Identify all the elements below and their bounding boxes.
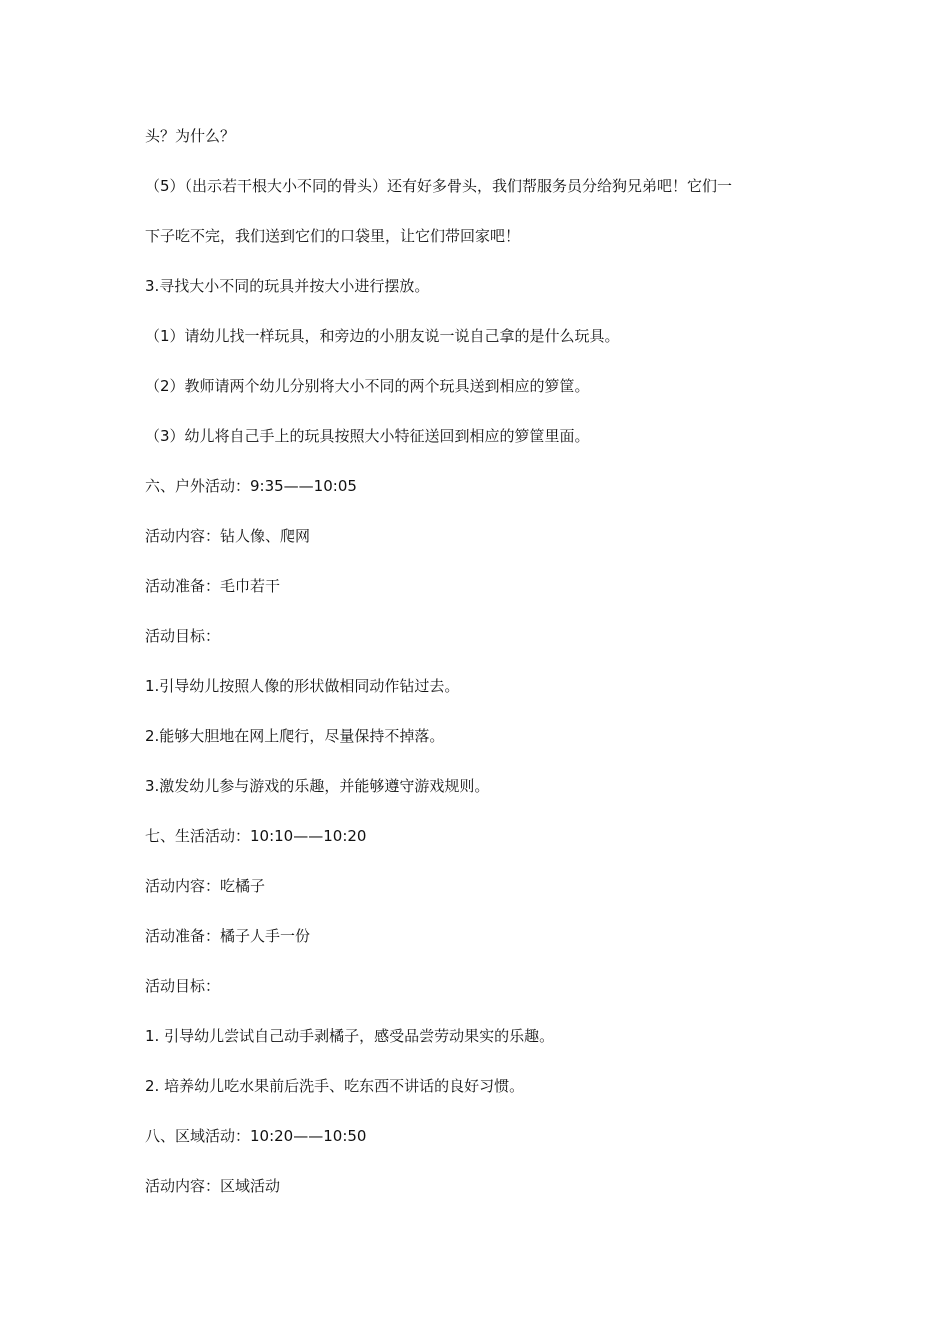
text-line: 活动内容：吃橘子 bbox=[145, 877, 266, 895]
section-heading: 八、区域活动：10:20——10:50 bbox=[145, 1127, 367, 1145]
section-heading: 六、户外活动：9:35——10:05 bbox=[145, 477, 357, 495]
text-line: 活动内容：区域活动 bbox=[145, 1177, 281, 1195]
text-line: （2）教师请两个幼儿分别将大小不同的两个玩具送到相应的箩筐。 bbox=[145, 377, 590, 395]
section-heading: 七、生活活动：10:10——10:20 bbox=[145, 827, 367, 845]
text-line: 活动目标： bbox=[145, 977, 221, 995]
text-line: （3）幼儿将自己手上的玩具按照大小特征送回到相应的箩筐里面。 bbox=[145, 427, 590, 445]
text-line: 活动准备：毛巾若干 bbox=[145, 577, 281, 595]
text-line: 1.引导幼儿按照人像的形状做相同动作钻过去。 bbox=[145, 677, 460, 695]
text-line: 活动内容：钻人像、爬网 bbox=[145, 527, 311, 545]
text-line: 下子吃不完，我们送到它们的口袋里，让它们带回家吧！ bbox=[145, 227, 521, 245]
document-body bbox=[145, 124, 815, 1224]
text-line: 头？为什么？ bbox=[145, 127, 236, 145]
text-line: 3.激发幼儿参与游戏的乐趣，并能够遵守游戏规则。 bbox=[145, 777, 490, 795]
text-line: 2.能够大胆地在网上爬行，尽量保持不掉落。 bbox=[145, 727, 445, 745]
text-line: （1）请幼儿找一样玩具，和旁边的小朋友说一说自己拿的是什么玩具。 bbox=[145, 327, 620, 345]
section-item: 3.寻找大小不同的玩具并按大小进行摆放。 bbox=[145, 277, 430, 295]
text-line: 活动目标： bbox=[145, 627, 221, 645]
text-line: （5）（出示若干根大小不同的骨头）还有好多骨头，我们帮服务员分给狗兄弟吧！它们一 bbox=[145, 177, 733, 195]
text-line: 1. 引导幼儿尝试自己动手剥橘子，感受品尝劳动果实的乐趣。 bbox=[145, 1027, 555, 1045]
text-line: 2. 培养幼儿吃水果前后洗手、吃东西不讲话的良好习惯。 bbox=[145, 1077, 525, 1095]
text-line: 活动准备：橘子人手一份 bbox=[145, 927, 311, 945]
